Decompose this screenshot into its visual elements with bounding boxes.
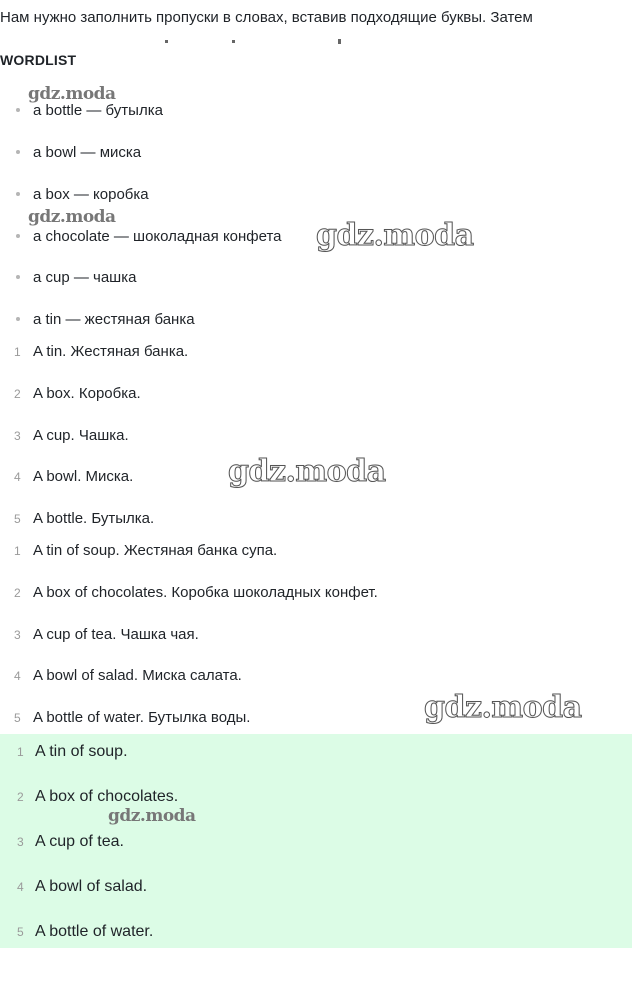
bullet-icon xyxy=(16,275,20,279)
watermark: gdz.moda xyxy=(424,690,582,725)
watermark: gdz.moda xyxy=(28,84,116,104)
list-item: 3 A cup of tea. Чашка чая. xyxy=(14,626,199,643)
list-item: 1 A tin of soup. Жестяная банка супа. xyxy=(14,542,278,559)
watermark: gdz.moda xyxy=(228,454,386,489)
wordlist-item: a tin — жестяная банка xyxy=(16,310,195,330)
bullet-icon xyxy=(16,150,20,154)
bullet-icon xyxy=(16,192,20,196)
wordlist-item: a cup — чашка xyxy=(16,268,136,288)
answer-box xyxy=(0,734,632,948)
wordlist-item: a bowl — миска xyxy=(16,143,141,163)
answer-item: 4 A bowl of salad. xyxy=(17,878,148,895)
answer-item: 2 A box of chocolates. xyxy=(17,788,179,805)
wordlist-item: a box — коробка xyxy=(16,185,149,205)
cut-text-fragment xyxy=(232,40,235,43)
cut-text-fragment xyxy=(165,40,168,43)
wordlist-item: a bottle — бутылка xyxy=(16,101,163,121)
answer-item: 5 A bottle of water. xyxy=(17,923,154,940)
wordlist-heading: WORDLIST xyxy=(0,52,77,68)
bullet-icon xyxy=(16,108,20,112)
list-item: 2 A box of chocolates. Коробка шоколадных конфет. xyxy=(14,584,378,601)
list-item: 2 A box. Коробка. xyxy=(14,385,141,402)
list-item: 3 A cup. Чашка. xyxy=(14,427,129,444)
bullet-icon xyxy=(16,317,20,321)
intro-text: Нам нужно заполнить пропуски в словах, вставив подходящие буквы. Затем xyxy=(0,9,533,26)
bullet-icon xyxy=(16,234,20,238)
watermark: gdz.moda xyxy=(108,806,196,826)
wordlist-item: a chocolate — шоколадная конфета xyxy=(16,227,282,247)
list-item: 1 A tin. Жестяная банка. xyxy=(14,343,189,360)
list-item: 5 A bottle. Бутылка. xyxy=(14,510,155,527)
list-item: 4 A bowl. Миска. xyxy=(14,468,134,485)
list-item: 4 A bowl of salad. Миска салата. xyxy=(14,667,242,684)
watermark: gdz.moda xyxy=(28,207,116,227)
answer-item: 3 A cup of tea. xyxy=(17,833,124,850)
watermark: gdz.moda xyxy=(316,218,474,253)
answer-item: 1 A tin of soup. xyxy=(17,743,128,760)
cut-text-fragment xyxy=(338,39,341,44)
list-item: 5 A bottle of water. Бутылка воды. xyxy=(14,709,251,726)
